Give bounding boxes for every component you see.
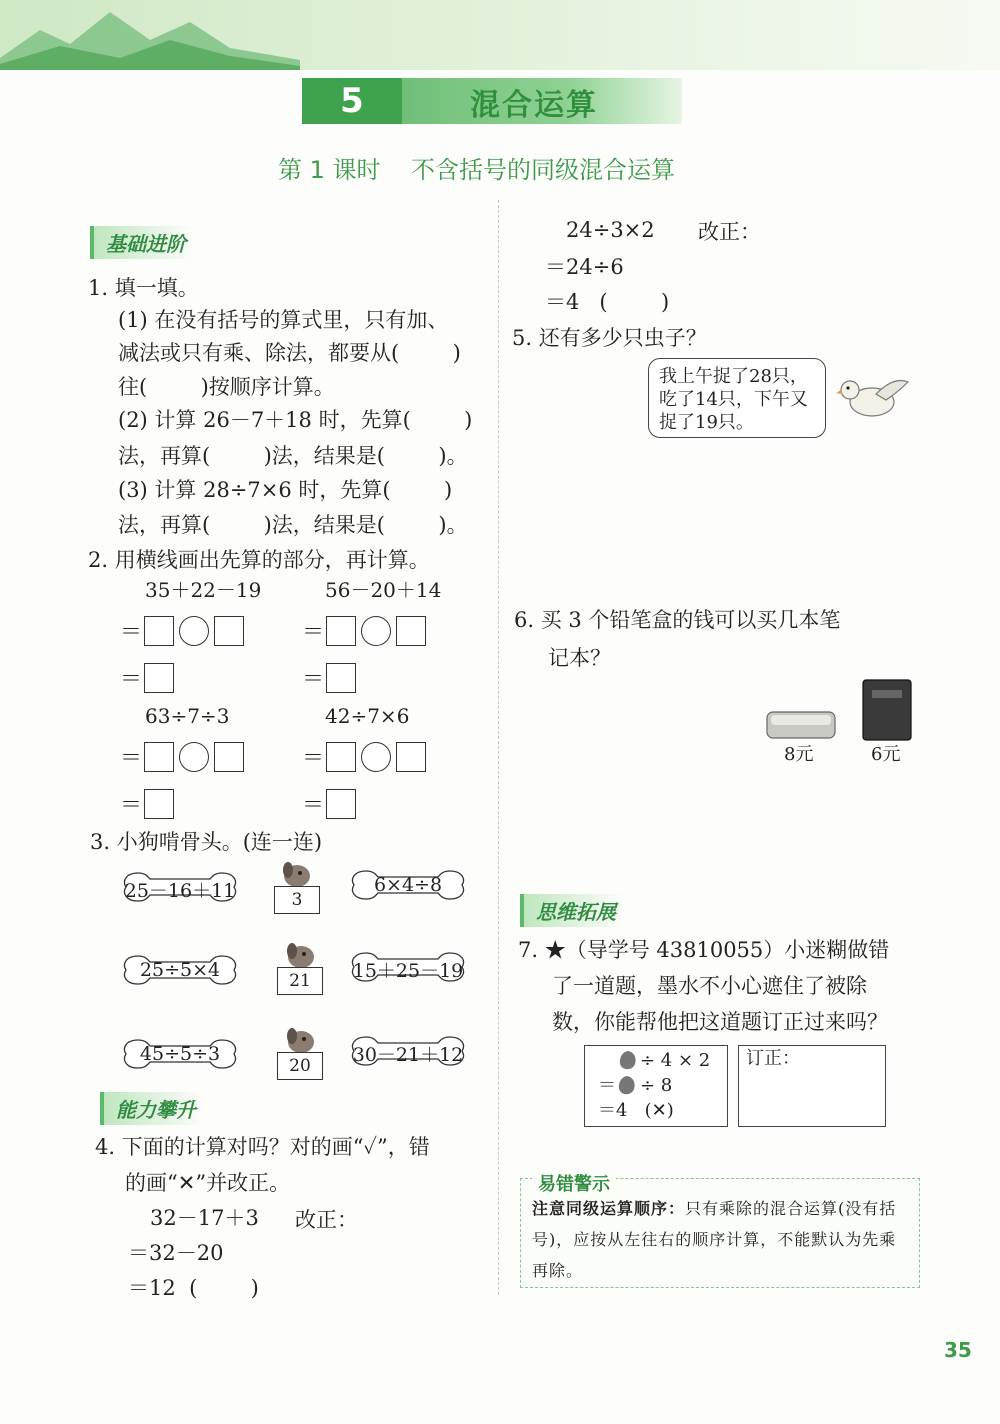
ink-blot-icon — [618, 1050, 638, 1072]
q2-answer-row — [302, 741, 426, 772]
q4-right-fix-label: 改正： — [698, 220, 761, 244]
dog-number-card[interactable]: 21 — [277, 967, 323, 995]
dog-icon — [280, 860, 314, 888]
q1-line: 法，再算( )法，结果是( )。 — [118, 444, 468, 468]
q7-stem: 7. ★（导学号 43810055）小迷糊做错 — [518, 938, 890, 962]
q7-work-line: ÷ 4 × 2 — [640, 1050, 711, 1071]
q4-left-line: 32－17＋3 — [150, 1206, 259, 1230]
q1-line: (3) 计算 28÷7×6 时，先算( ) — [118, 478, 453, 502]
q7-work-line: ＝4 (✕) — [598, 1100, 674, 1121]
operator-circle[interactable] — [179, 616, 209, 646]
q4-right-line: 24÷3×2 — [566, 218, 655, 242]
q2-result-row — [120, 788, 174, 819]
q7-work-line: ÷ 8 — [640, 1075, 673, 1096]
q1-line: 减法或只有乘、除法，都要从( ) — [118, 341, 461, 365]
q2-expr: 56－20＋14 — [325, 578, 442, 602]
dog-icon — [284, 1026, 318, 1054]
dog-icon — [284, 941, 318, 969]
bone-label: 30－21＋12 — [352, 1044, 464, 1066]
operator-circle[interactable] — [361, 742, 391, 772]
section-ability: 能力攀升 — [100, 1092, 204, 1125]
q2-expr: 42÷7×6 — [325, 704, 410, 728]
dog-number-card[interactable]: 20 — [277, 1052, 323, 1080]
bird-icon — [836, 372, 910, 424]
q4-right-line: ＝24÷6 — [545, 255, 624, 279]
q1-stem: 1. 填一填。 — [88, 276, 199, 300]
q2-result-row — [302, 662, 356, 693]
bubble-line: 我上午捉了28只， — [659, 366, 808, 387]
q5-stem: 5. 还有多少只虫子？ — [512, 326, 707, 350]
speech-bubble — [648, 358, 826, 438]
q1-line: 法，再算( )法，结果是( )。 — [118, 513, 468, 537]
dog-number-card[interactable]: 3 — [274, 886, 320, 914]
q7-stem: 数，你能帮他把这道题订正过来吗？ — [552, 1010, 888, 1034]
q4-left-line: ＝32－20 — [128, 1241, 224, 1265]
equals-sign: ＝ — [302, 620, 325, 645]
q2-result-row — [302, 788, 356, 819]
notebook-price: 6元 — [871, 744, 901, 765]
q3-stem: 3. 小狗啃骨头。(连一连) — [90, 830, 323, 854]
answer-box[interactable] — [326, 616, 356, 646]
bone-label: 25÷5×4 — [139, 959, 221, 981]
answer-box[interactable] — [396, 742, 426, 772]
mountain-illustration — [0, 0, 300, 70]
answer-box[interactable] — [144, 616, 174, 646]
column-divider — [498, 200, 499, 1295]
tips-body: 只有乘除的混合运算(没有括号)，应按从左往右的顺序计算，不能默认为先乘再除。 — [532, 1199, 897, 1280]
tips-text — [532, 1193, 908, 1286]
q2-expr: 35＋22－19 — [145, 578, 262, 602]
q4-stem: 的画“✕”并改正。 — [125, 1171, 291, 1195]
q7-work-eq: ＝ — [598, 1075, 616, 1096]
section-basic: 基础进阶 — [90, 226, 194, 259]
q4-left-fix-label: 改正： — [295, 1208, 358, 1232]
pencil-case-icon — [765, 706, 839, 742]
q2-result-row — [120, 662, 174, 693]
equals-sign: ＝ — [302, 746, 325, 771]
answer-box[interactable] — [326, 742, 356, 772]
bone-label: 15＋25－19 — [352, 960, 464, 982]
tips-title: 易错警示 — [532, 1170, 616, 1196]
bone-label: 6×4÷8 — [373, 874, 443, 896]
answer-box[interactable] — [326, 789, 356, 819]
q1-line: (2) 计算 26－7＋18 时，先算( ) — [118, 408, 473, 432]
q4-left-line: ＝12 ( ) — [128, 1276, 259, 1300]
page-number: 35 — [944, 1338, 972, 1362]
answer-box[interactable] — [214, 742, 244, 772]
equals-sign: ＝ — [120, 620, 143, 645]
bubble-line: 吃了14只，下午又 — [659, 389, 808, 410]
unit-number: 5 — [302, 78, 402, 124]
section-thinking: 思维拓展 — [520, 894, 624, 927]
answer-box[interactable] — [144, 789, 174, 819]
q2-expr: 63÷7÷3 — [145, 704, 230, 728]
q4-stem: 4. 下面的计算对吗？对的画“✓”，错 — [95, 1135, 430, 1159]
bone-label: 45÷5÷3 — [139, 1043, 221, 1065]
pencil-case-price: 8元 — [784, 744, 814, 765]
lesson-title: 第 1 课时 不含括号的同级混合运算 — [278, 156, 676, 184]
unit-title: 混合运算 — [470, 88, 598, 123]
ink-blot-icon — [617, 1075, 637, 1097]
q1-line: 往( )按顺序计算。 — [118, 375, 335, 399]
q2-answer-row — [302, 615, 426, 646]
equals-sign: ＝ — [120, 746, 143, 771]
q7-stem: 了一道题，墨水不小心遮住了被除 — [552, 974, 867, 998]
equals-sign: ＝ — [302, 667, 325, 692]
q1-line: (1) 在没有括号的算式里，只有加、 — [118, 308, 449, 332]
answer-box[interactable] — [144, 663, 174, 693]
q6-stem: 6. 买 3 个铅笔盒的钱可以买几本笔 — [514, 608, 841, 632]
bubble-line: 捉了19只。 — [659, 412, 754, 433]
answer-box[interactable] — [144, 742, 174, 772]
bone-label: 25－16＋11 — [124, 880, 236, 902]
tips-bold: 注意同级运算顺序： — [532, 1199, 686, 1218]
q2-stem: 2. 用横线画出先算的部分，再计算。 — [88, 548, 430, 572]
q7-fix-label: 订正： — [746, 1048, 800, 1069]
q2-answer-row — [120, 741, 244, 772]
answer-box[interactable] — [326, 663, 356, 693]
answer-box[interactable] — [396, 616, 426, 646]
answer-box[interactable] — [214, 616, 244, 646]
equals-sign: ＝ — [120, 793, 143, 818]
q6-stem: 记本？ — [548, 646, 611, 670]
notebook-icon — [860, 678, 914, 742]
equals-sign: ＝ — [302, 793, 325, 818]
q2-answer-row — [120, 615, 244, 646]
equals-sign: ＝ — [120, 667, 143, 692]
operator-circle[interactable] — [179, 742, 209, 772]
operator-circle[interactable] — [361, 616, 391, 646]
q4-right-line: ＝4 ( ) — [545, 290, 670, 314]
